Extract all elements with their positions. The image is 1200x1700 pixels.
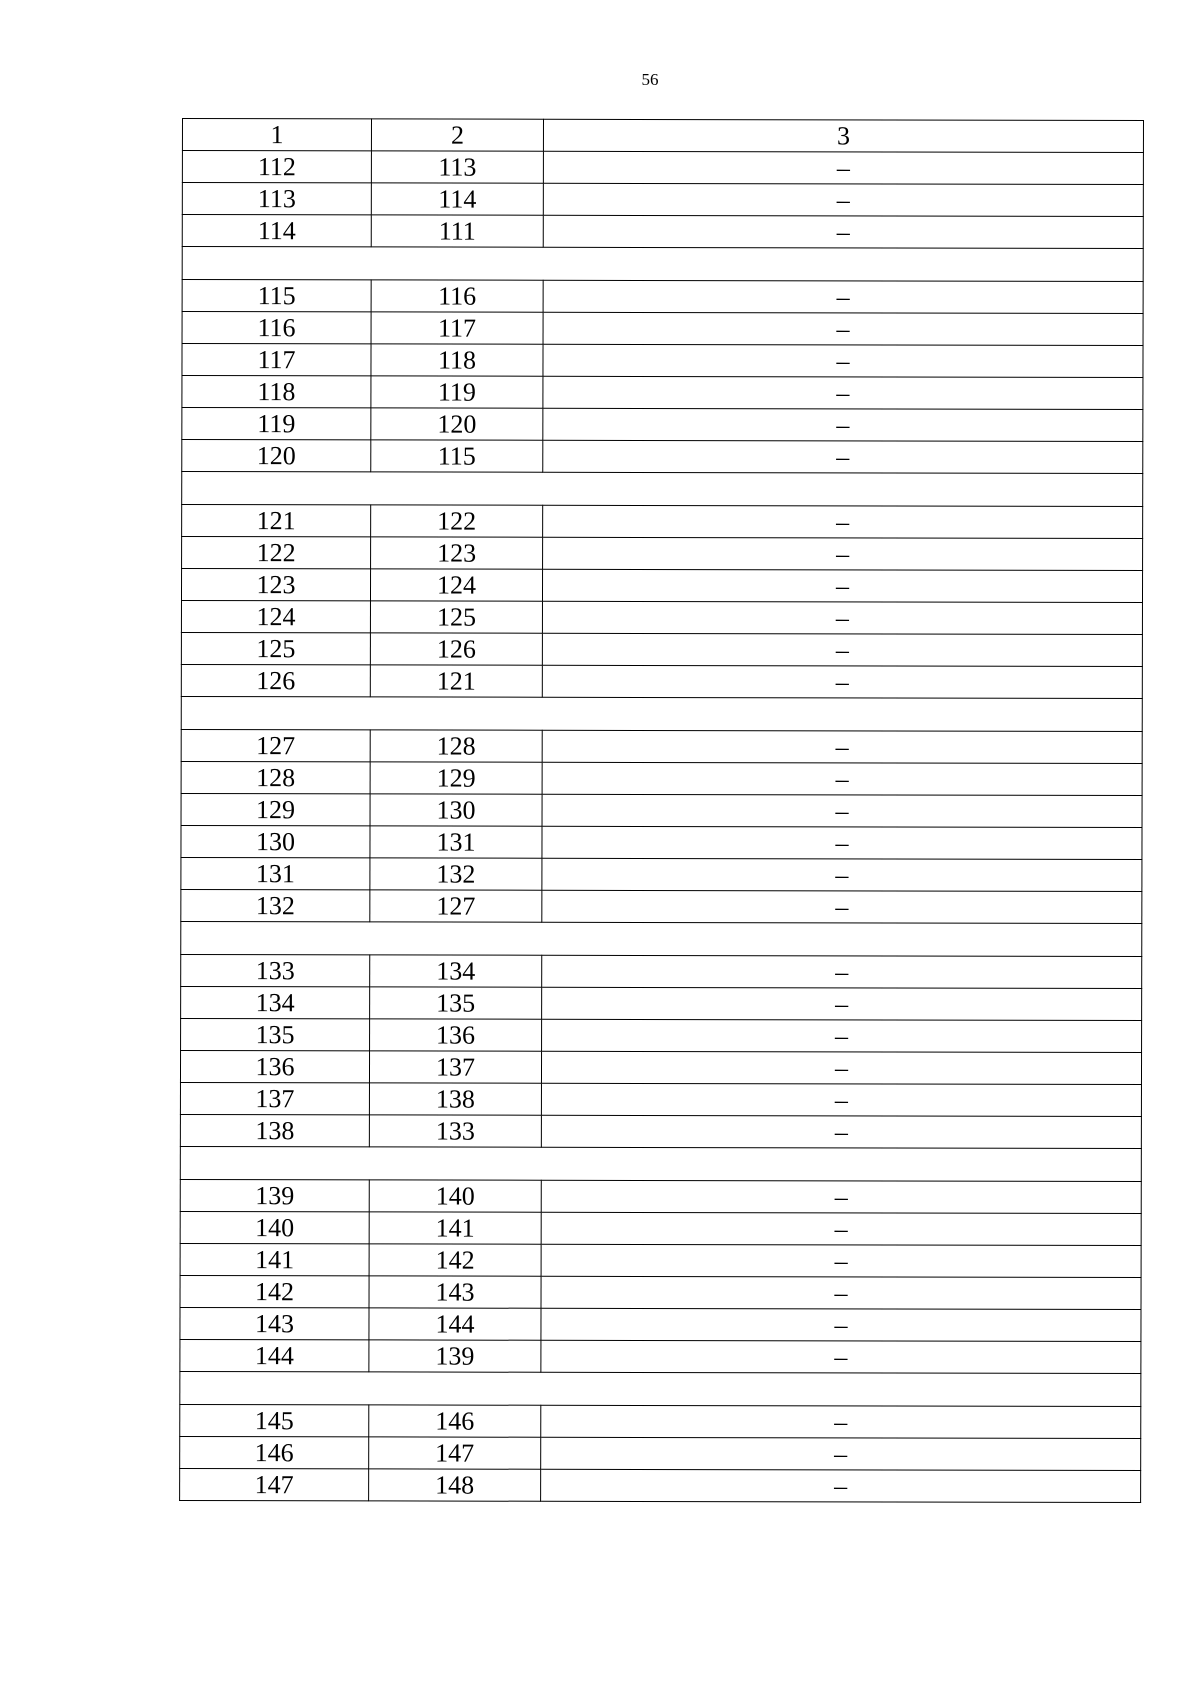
table-row [181,632,1142,666]
table-row [181,761,1142,795]
table-cell-col-3: – [542,665,1142,698]
table-cell-col-1: 118 [182,376,371,408]
table-row [180,1339,1141,1373]
table-cell-col-1: 115 [182,280,371,312]
table-row [182,312,1143,346]
table-cell-col-2: 124 [370,569,542,601]
separator-cell [182,472,1143,507]
table-cell-col-2: 127 [370,890,542,922]
table-cell-col-3: – [541,1469,1141,1502]
table-cell-col-1: 133 [181,954,370,986]
table-cell-col-3: – [541,1212,1141,1245]
table-row [182,408,1143,442]
table-cell-col-3: – [543,215,1143,248]
header-cell-2: 2 [371,119,543,151]
table-cell-col-2: 130 [370,794,542,826]
table-cell-col-1: 125 [181,632,370,664]
table-cell-col-3: – [542,601,1142,634]
table-row [181,857,1142,891]
table-cell-col-3: – [541,1405,1141,1438]
table-body [180,119,1144,1503]
table-cell-col-3: – [543,151,1143,184]
table-cell-col-3: – [543,505,1143,538]
table-cell-col-3: – [542,955,1142,988]
table-cell-col-2: 113 [371,151,543,183]
table-cell-col-1: 147 [180,1468,369,1500]
table-row [180,1243,1141,1277]
table-row [180,1211,1141,1245]
table-row [180,1179,1141,1213]
table-cell-col-2: 142 [369,1244,541,1276]
table-row [182,280,1143,314]
table-cell-col-3: – [541,1051,1141,1084]
table-cell-col-1: 140 [180,1211,369,1243]
table-cell-col-1: 124 [181,601,370,633]
table-row [181,729,1142,763]
table-cell-col-1: 137 [180,1082,369,1114]
table-cell-col-3: – [543,537,1143,570]
page-number: 56 [641,70,659,89]
table-cell-col-1: 141 [180,1243,369,1275]
table-cell-col-2: 129 [370,762,542,794]
header-row [182,119,1143,153]
table-cell-col-2: 146 [369,1405,541,1437]
table-cell-col-1: 135 [181,1018,370,1050]
table-cell-col-3: – [542,1019,1142,1052]
table-cell-col-2: 119 [371,376,543,408]
table-cell-col-2: 128 [370,730,542,762]
table-cell-col-1: 119 [182,408,371,440]
table-row [181,569,1142,603]
table-cell-col-3: – [541,1115,1141,1148]
table-cell-col-1: 138 [180,1114,369,1146]
table-cell-col-2: 143 [369,1276,541,1308]
table-row [180,1404,1141,1438]
table-cell-col-3: – [543,344,1143,377]
table-cell-col-2: 139 [369,1340,541,1372]
table-cell-col-1: 121 [182,505,371,537]
table-cell-col-2: 118 [371,344,543,376]
table-cell-col-3: – [543,376,1143,409]
table-cell-col-1: 144 [180,1339,369,1371]
table-cell-col-2: 141 [369,1212,541,1244]
table-cell-col-3: – [541,1437,1141,1470]
table-cell-col-1: 120 [182,440,371,472]
table-cell-col-3: – [541,1340,1141,1373]
table-row [181,889,1142,923]
table-cell-col-3: – [543,408,1143,441]
table-row [180,1436,1141,1470]
table-row [182,376,1143,410]
table-cell-col-3: – [543,440,1143,473]
table-cell-col-2: 135 [370,987,542,1019]
table-row [182,151,1143,185]
table-row [180,1468,1141,1502]
table-row [180,1050,1141,1084]
header-cell-1: 1 [182,119,371,151]
table-cell-col-2: 131 [370,826,542,858]
table-cell-col-3: – [542,730,1142,763]
table-cell-col-2: 116 [371,280,543,312]
table-cell-col-3: – [542,794,1142,827]
table-cell-col-1: 128 [181,761,370,793]
table-cell-col-2: 137 [369,1051,541,1083]
table-row [181,601,1142,635]
group-separator-row [180,1371,1141,1406]
separator-cell [181,696,1142,731]
table-cell-col-1: 131 [181,857,370,889]
table-cell-col-2: 140 [369,1180,541,1212]
table-row [182,215,1143,249]
header-cell-3: 3 [543,119,1143,152]
table-cell-col-2: 123 [371,537,543,569]
table-cell-col-2: 121 [370,665,542,697]
separator-cell [180,1371,1141,1406]
table-row [181,664,1142,698]
separator-cell [182,247,1143,282]
table-cell-col-2: 117 [371,312,543,344]
table-row [182,440,1143,474]
table-cell-col-3: – [542,569,1142,602]
table-cell-col-2: 114 [371,183,543,215]
table-row [181,986,1142,1020]
table-cell-col-1: 132 [181,889,370,921]
table-row [180,1307,1141,1341]
table-cell-col-3: – [541,1180,1141,1213]
table-cell-col-2: 122 [371,505,543,537]
table-cell-col-3: – [542,987,1142,1020]
table-cell-col-2: 144 [369,1308,541,1340]
table-cell-col-1: 112 [182,151,371,183]
table-cell-col-1: 139 [180,1179,369,1211]
table-cell-col-3: – [543,312,1143,345]
table-cell-col-3: – [543,183,1143,216]
separator-cell [181,921,1142,956]
table-cell-col-3: – [541,1244,1141,1277]
data-table [179,118,1144,1503]
table-cell-col-1: 127 [181,729,370,761]
table-cell-col-2: 147 [369,1437,541,1469]
table-cell-col-1: 136 [180,1050,369,1082]
table-cell-col-3: – [542,633,1142,666]
table-cell-col-2: 132 [370,858,542,890]
table-cell-col-1: 122 [182,537,371,569]
table-row [181,793,1142,827]
table-cell-col-2: 148 [369,1469,541,1501]
table-cell-col-3: – [542,826,1142,859]
table-row [180,1082,1141,1116]
table-cell-col-3: – [543,280,1143,313]
table-cell-col-1: 143 [180,1307,369,1339]
group-separator-row [182,247,1143,282]
group-separator-row [180,1146,1141,1181]
table-cell-col-3: – [542,762,1142,795]
table-cell-col-1: 146 [180,1436,369,1468]
separator-cell [180,1146,1141,1181]
table-row [181,954,1142,988]
table-cell-col-1: 114 [182,215,371,247]
table-cell-col-1: 117 [182,344,371,376]
table-cell-col-1: 123 [181,569,370,601]
table-row [182,505,1143,539]
group-separator-row [181,696,1142,731]
table-cell-col-1: 145 [180,1404,369,1436]
table-cell-col-2: 126 [370,633,542,665]
table-cell-col-3: – [542,890,1142,923]
table-cell-col-1: 126 [181,664,370,696]
table-cell-col-3: – [541,1308,1141,1341]
table-cell-col-2: 111 [371,215,543,247]
group-separator-row [181,921,1142,956]
table-cell-col-3: – [541,1083,1141,1116]
table-cell-col-1: 134 [181,986,370,1018]
table-cell-col-2: 134 [370,955,542,987]
table-row [182,537,1143,571]
table-cell-col-2: 138 [369,1083,541,1115]
table-row [181,1018,1142,1052]
table-cell-col-3: – [542,858,1142,891]
table-cell-col-3: – [541,1276,1141,1309]
table-cell-col-2: 115 [371,440,543,472]
table-row [181,825,1142,859]
table-cell-col-2: 133 [369,1115,541,1147]
table-cell-col-2: 120 [371,408,543,440]
table-cell-col-1: 129 [181,793,370,825]
table-cell-col-1: 116 [182,312,371,344]
table-row [182,183,1143,217]
table-row [180,1275,1141,1309]
group-separator-row [182,472,1143,507]
table-cell-col-2: 136 [370,1019,542,1051]
table-cell-col-2: 125 [370,601,542,633]
table-cell-col-1: 113 [182,183,371,215]
table-cell-col-1: 130 [181,825,370,857]
table-row [182,344,1143,378]
table-cell-col-1: 142 [180,1275,369,1307]
table-row [180,1114,1141,1148]
